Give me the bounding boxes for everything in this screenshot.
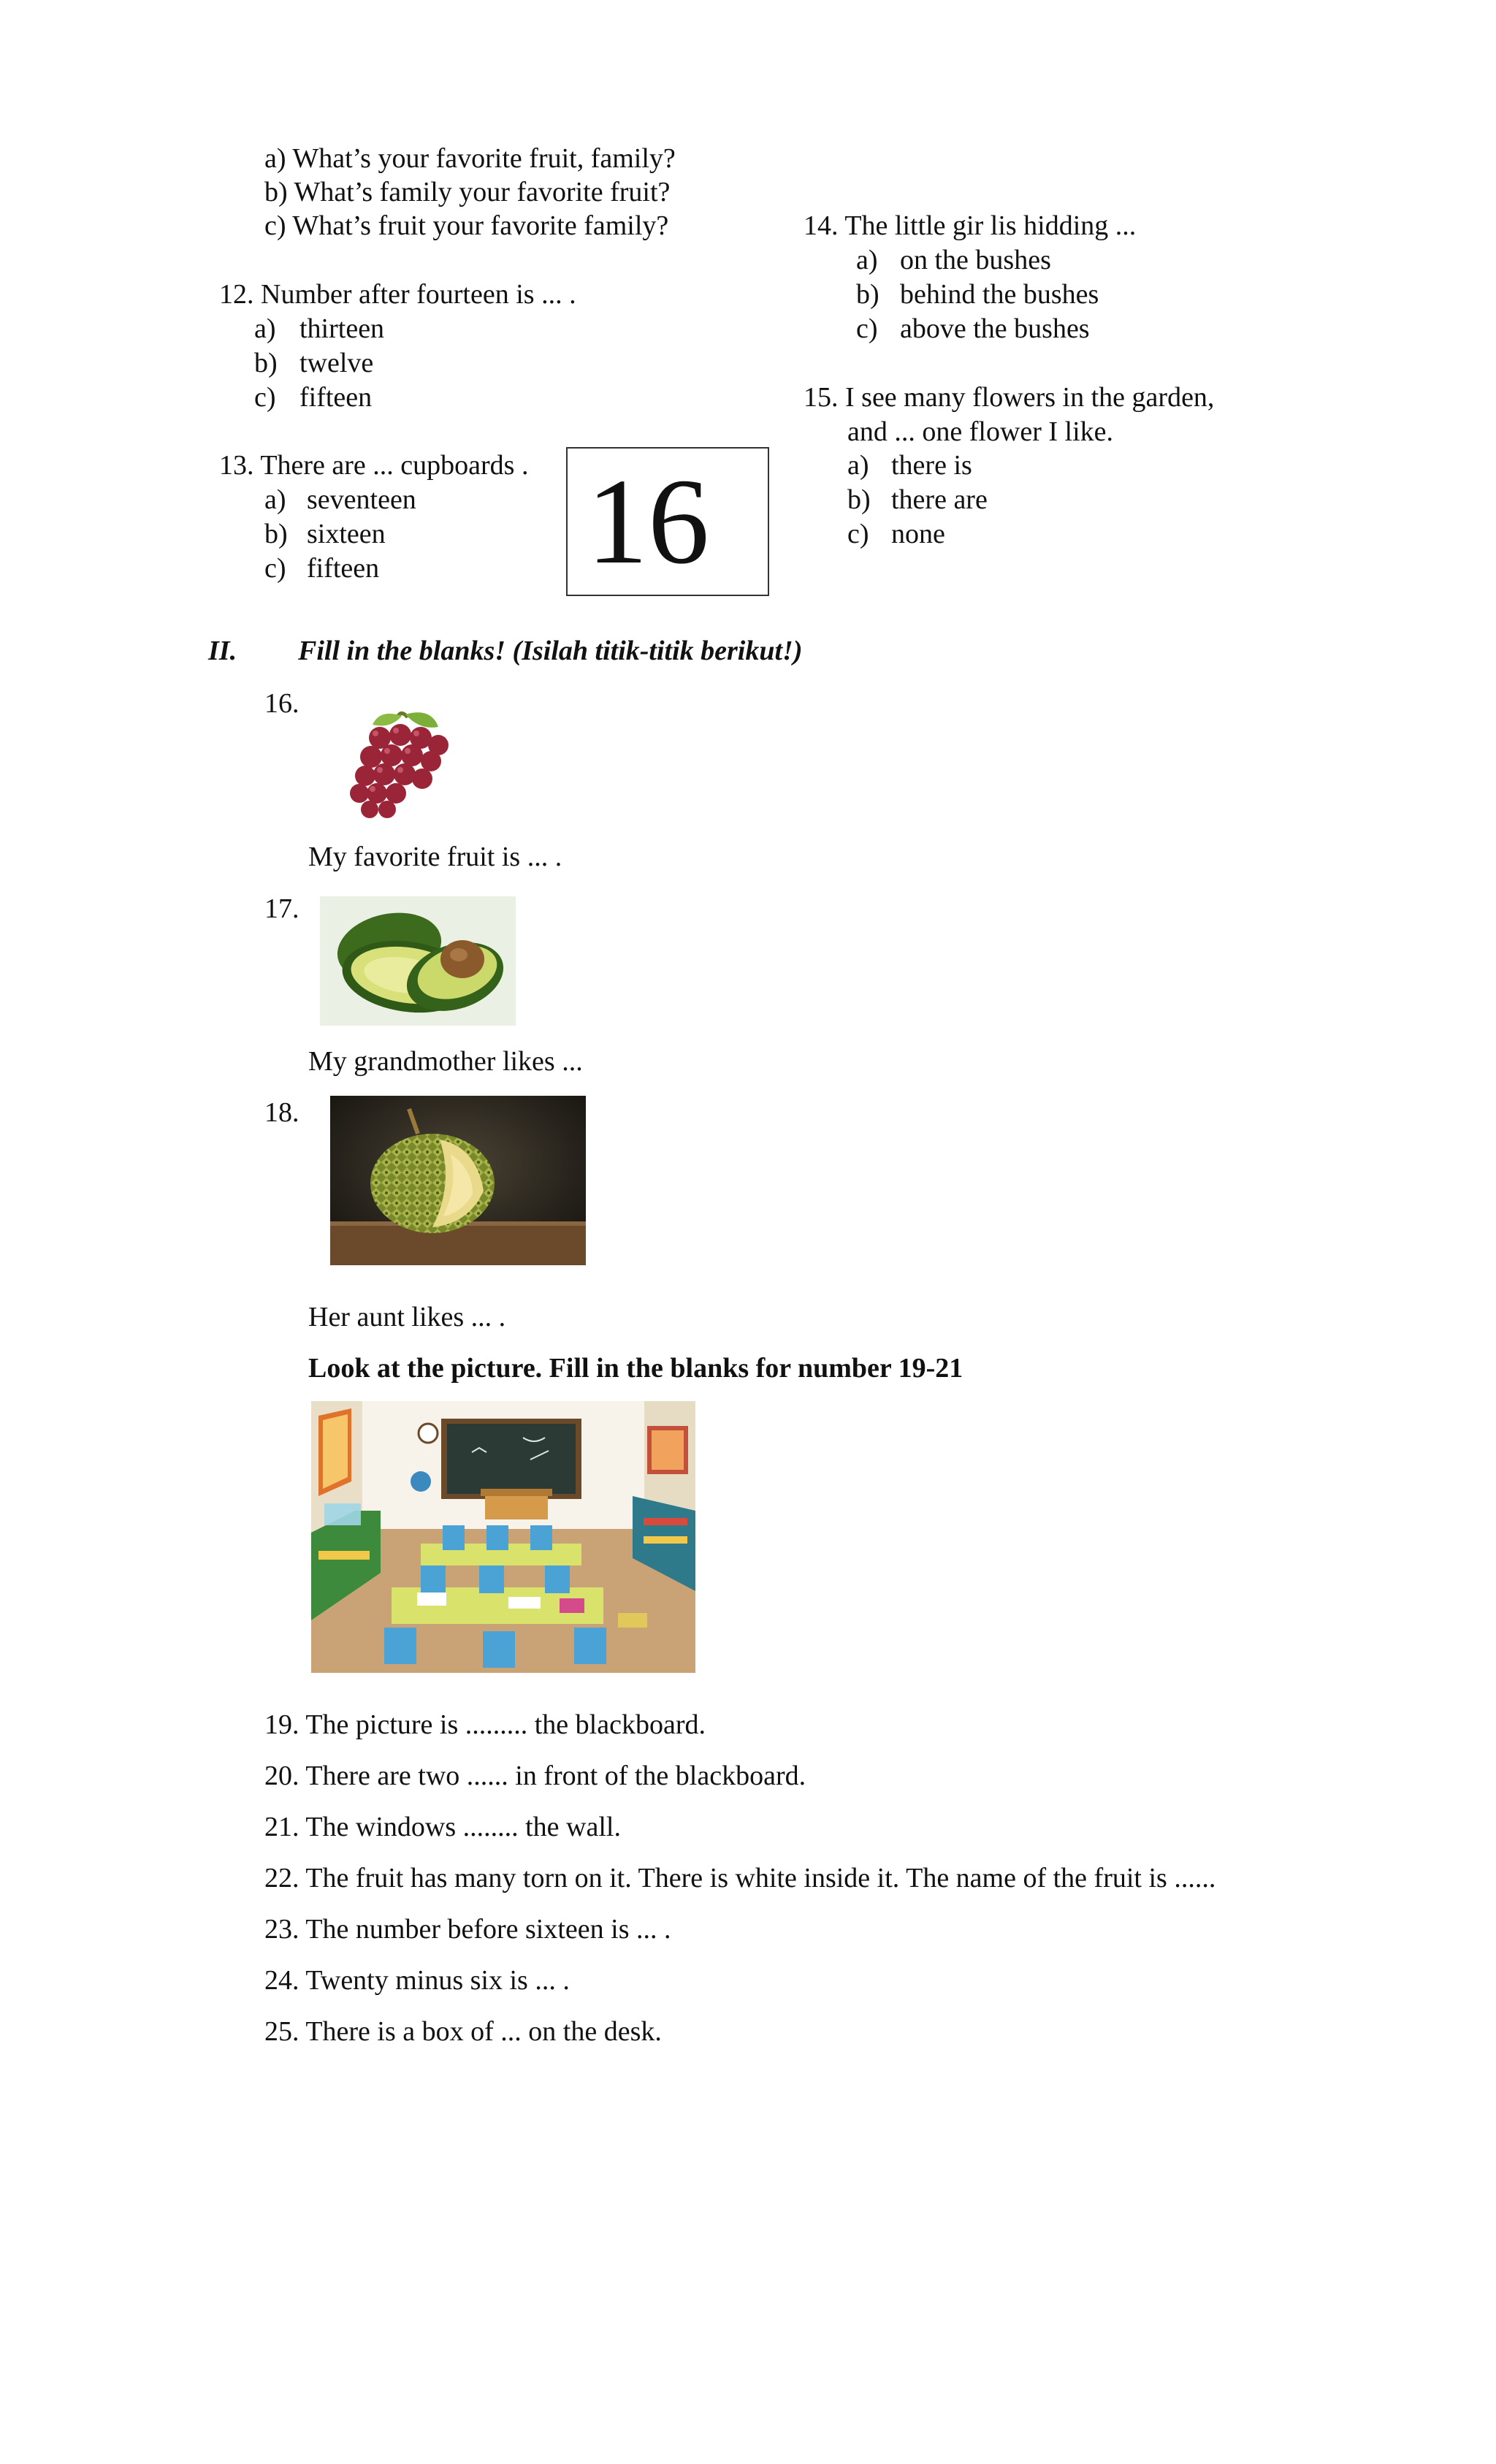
q11-option-a: a) What’s your favorite fruit, family? [264, 143, 676, 174]
q11-option-b: b) What’s family your favorite fruit? [264, 177, 671, 207]
q12-option-a-letter: a) [254, 313, 276, 344]
q14-question: 14. The little gir lis hidding ... [804, 210, 1137, 241]
q13-question: 13. There are ... cupboards . [219, 450, 529, 481]
item-21: 21. The windows ........ the wall. [264, 1812, 621, 1842]
q13-option-c-text: fifteen [307, 553, 380, 584]
q14-option-b-text: behind the bushes [900, 279, 1099, 310]
q14-option-c-text: above the bushes [900, 313, 1090, 344]
q14-option-a-text: on the bushes [900, 245, 1051, 275]
q15-question-line2: and ... one flower I like. [847, 416, 1114, 447]
section-title: Fill in the blanks! (Isilah titik-titik berikut!) [298, 636, 803, 666]
item-20: 20. There are two ...... in front of the blackboard. [264, 1761, 806, 1791]
q13-option-c-letter: c) [264, 553, 286, 584]
item-22: 22. The fruit has many torn on it. There is white inside it. The name of the fruit is ...... [264, 1863, 1216, 1893]
q14-option-b-letter: b) [856, 279, 879, 310]
item-24: 24. Twenty minus six is ... . [264, 1965, 570, 1996]
q13-number-box [566, 447, 769, 596]
section-numeral: II. [208, 636, 237, 666]
q16-sentence: My favorite fruit is ... . [308, 842, 562, 872]
q15-question-line1: 15. I see many flowers in the garden, [804, 382, 1215, 413]
q15-option-c-text: none [891, 519, 945, 549]
q17-number: 17. [264, 893, 299, 924]
q12-option-b-text: twelve [299, 348, 374, 378]
instruction-heading: Look at the picture. Fill in the blanks for number 19-21 [308, 1353, 963, 1384]
q13-option-b-text: sixteen [307, 519, 386, 549]
classroom-image [311, 1401, 695, 1673]
q12-option-c-text: fifteen [299, 382, 373, 413]
q13-option-a-text: seventeen [307, 484, 416, 515]
q11-option-c: c) What’s fruit your favorite family? [264, 210, 669, 241]
q18-sentence: Her aunt likes ... . [308, 1302, 506, 1332]
q13-option-a-letter: a) [264, 484, 286, 515]
q15-option-a-text: there is [891, 450, 972, 481]
q15-option-c-letter: c) [847, 519, 869, 549]
q12-option-b-letter: b) [254, 348, 278, 378]
item-19: 19. The picture is ......... the blackboard. [264, 1709, 706, 1740]
q15-option-a-letter: a) [847, 450, 869, 481]
q16-number: 16. [264, 688, 299, 719]
q17-sentence: My grandmother likes ... [308, 1046, 583, 1077]
q14-option-a-letter: a) [856, 245, 878, 275]
q12-question: 12. Number after fourteen is ... . [219, 279, 576, 310]
q13-number-box-value: 16 [587, 454, 709, 590]
item-25: 25. There is a box of ... on the desk. [264, 2016, 662, 2047]
q18-number: 18. [264, 1097, 299, 1128]
item-23: 23. The number before sixteen is ... . [264, 1914, 671, 1945]
q15-option-b-text: there are [891, 484, 988, 515]
q13-option-b-letter: b) [264, 519, 288, 549]
q12-option-a-text: thirteen [299, 313, 385, 344]
grapes-image [329, 709, 468, 822]
q14-option-c-letter: c) [856, 313, 878, 344]
q12-option-c-letter: c) [254, 382, 276, 413]
durian-image [330, 1096, 586, 1265]
q15-option-b-letter: b) [847, 484, 871, 515]
avocado-image [320, 896, 516, 1026]
